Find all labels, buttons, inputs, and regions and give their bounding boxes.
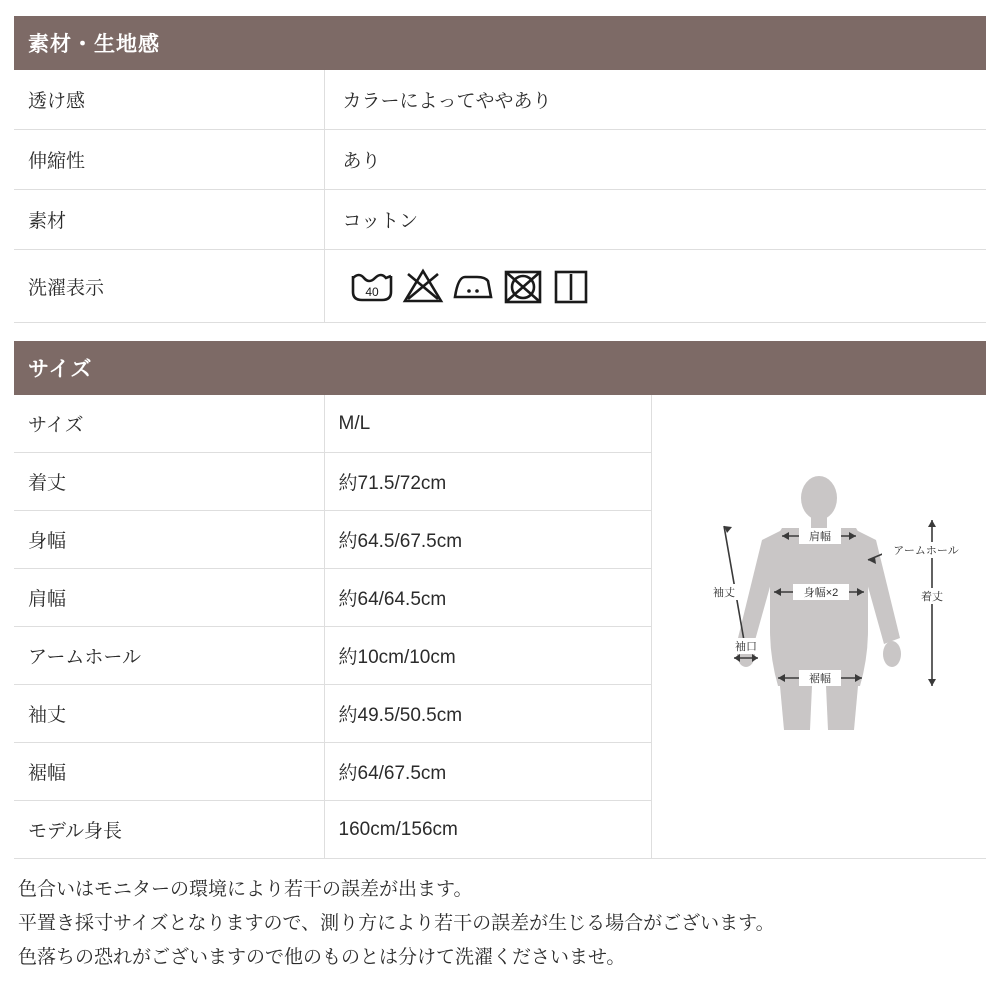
size-section-body: [14, 395, 986, 859]
note-wash-separately: 色落ちの恐れがございますので他のものとは分けて洗濯くださいませ。: [18, 947, 626, 968]
row-value-hem: 約64/67.5cm: [324, 743, 651, 801]
size-table-wrap: [14, 395, 651, 859]
row-value-wash: [324, 250, 986, 323]
table-row: [14, 70, 986, 130]
row-label-stretch: 伸縮性: [14, 130, 324, 190]
row-value-size: M/L: [324, 395, 651, 453]
row-value-sheerness: カラーによってややあり: [324, 70, 986, 130]
diagram-label-sleeve-length: 袖丈: [713, 586, 735, 599]
row-value-stretch: あり: [324, 130, 986, 190]
row-label-model-height: モデル身長: [14, 801, 324, 859]
row-value-bust: 約64.5/67.5cm: [324, 511, 651, 569]
table-row: [14, 569, 651, 627]
note-flat-measurement: 平置き採寸サイズとなりますので、測り方により若干の誤差が生じる場合がございます。: [18, 913, 775, 934]
row-value-sleeve: 約49.5/50.5cm: [324, 685, 651, 743]
row-label-size: サイズ: [14, 395, 324, 453]
table-row: [14, 395, 651, 453]
dry-flat-icon: [551, 266, 591, 306]
table-row: [14, 627, 651, 685]
table-row: [14, 511, 651, 569]
row-label-wash: 洗濯表示: [14, 250, 324, 323]
no-bleach-icon: [401, 266, 445, 306]
table-row: [14, 685, 651, 743]
row-value-shoulder: 約64/64.5cm: [324, 569, 651, 627]
diagram-label-cuff: 袖口: [735, 640, 757, 653]
material-table: [14, 70, 986, 323]
note-color-variance: 色合いはモニターの環境により若干の誤差が出ます。: [18, 879, 473, 900]
row-label-armhole: アームホール: [14, 627, 324, 685]
row-label-sheerness: 透け感: [14, 70, 324, 130]
size-diagram-panel: [651, 395, 986, 859]
material-section-header: 素材・生地感: [14, 16, 986, 70]
table-row: [14, 453, 651, 511]
row-label-length: 着丈: [14, 453, 324, 511]
row-label-hem: 裾幅: [14, 743, 324, 801]
row-value-material: コットン: [324, 190, 986, 250]
size-table: [14, 395, 651, 859]
garment-measurement-diagram: [654, 462, 984, 792]
size-section-header: サイズ: [14, 341, 986, 395]
diagram-label-armhole: アームホール: [893, 544, 959, 557]
iron-low-icon: [451, 266, 495, 306]
table-row: [14, 190, 986, 250]
row-value-armhole: 約10cm/10cm: [324, 627, 651, 685]
row-label-bust: 身幅: [14, 511, 324, 569]
table-row: [14, 801, 651, 859]
row-value-length: 約71.5/72cm: [324, 453, 651, 511]
row-label-shoulder: 肩幅: [14, 569, 324, 627]
no-tumble-dry-icon: [501, 266, 545, 306]
row-label-sleeve: 袖丈: [14, 685, 324, 743]
diagram-label-body-length: 着丈: [921, 590, 943, 603]
diagram-label-bust: 身幅×2: [803, 586, 839, 599]
row-label-material: 素材: [14, 190, 324, 250]
table-row: [14, 250, 986, 323]
diagram-label-hem: 裾幅: [809, 672, 831, 685]
notes-block: [14, 859, 986, 975]
diagram-label-shoulder: 肩幅: [809, 530, 831, 543]
table-row: [14, 130, 986, 190]
wash-temp-text: 40: [364, 285, 379, 299]
wash-care-icon-group: [343, 266, 973, 306]
table-row: [14, 743, 651, 801]
section-spacer: [14, 323, 986, 341]
row-value-model-height: 160cm/156cm: [324, 801, 651, 859]
hand-wash-40-icon: [349, 266, 395, 306]
